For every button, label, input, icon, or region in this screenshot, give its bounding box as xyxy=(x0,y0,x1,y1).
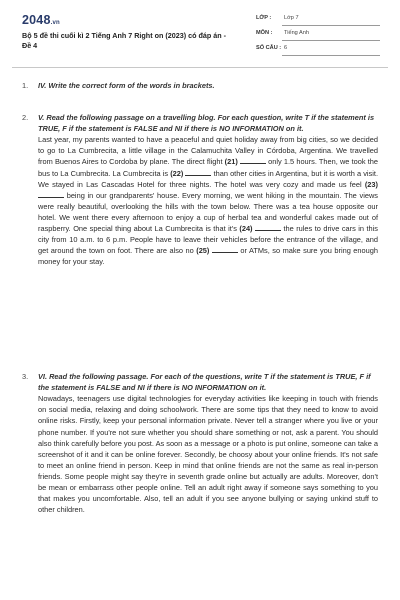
question-number: 3. xyxy=(22,372,29,381)
reading-passage: Nowadays, teenagers use digital technologies for everyday activities like keeping in touch with friends on social media, relaxing and doing schoolwork. There are some tips that they need to know to avoid online risks. Firstly, keep your personal information private. Never tell a stranger where you live or your phone number. If you're not sure whether you should share something or not, ask a parent. You should also think carefully before you post. As soon as a message or a photo is put online, someone can take a screenshot of it and it can be online forever. Secondly, be choosy about your online friends. It's not safe to meet an online friend in person. Keep in mind that online friends are not the same as real in-person friends. Some people might say they're in seventh grade online but actually are adults. Moreover, don't be mean or embarrass other people online. Tell an adult right away if someone says something to you that makes you uncomfortable. Also, tell an adult if you see anyone bullying or saying unkind stuff to other children. xyxy=(38,394,378,515)
meta-subject-value: Tiếng Anh xyxy=(284,30,309,36)
meta-underline xyxy=(282,55,380,56)
page-header xyxy=(0,0,400,64)
question-number: 2. xyxy=(22,113,29,122)
answer-blank[interactable] xyxy=(240,158,266,164)
blank-number: (24) xyxy=(239,224,253,234)
reading-passage: Last year, my parents wanted to have a peaceful and quiet holiday away from big cities, so we decided to go to La Cumbrecita, a little village in the Calamuchita Valley in Córdoba, Argentina. We travelled from Buenos Aires to Cordoba by plane. The direct flight (21) only 1.5 hours. Then, we took the bus to La Cumbrecita. La Cumbrecita is (22) than other cities in Argentina, but it is worth a visit. We stayed in Las Cascadas Hotel for three nights. The hotel was very cozy and made us feel (23) being in our grandparents' house. Every morning, we went hiking in the mountain. The views were really beautiful, overlooking the hills with the town below. There was a tea house opposite our hotel. We went there every afternoon to enjoy a cup of herbal tea and wonderful cakes made out of raspberry. One special thing about La Cumbrecita is that it's (24) the rules to drive cars in this city from 10 a.m. to 6 p.m. People have to leave their vehicles before the entrance of the village, and get around the town on foot. There are also no (25) or ATMs, so make sure you bring enough money for your stay. xyxy=(38,135,378,267)
answer-blank[interactable] xyxy=(212,247,238,253)
question-instruction: VI. Read the following passage. For each of the questions, write T if the statement is TRUE, F if the statement is FALSE and NI if there is NO INFORMATION on it. xyxy=(38,372,371,393)
question-1 xyxy=(22,80,378,91)
meta-class-value: Lớp 7 xyxy=(284,15,299,21)
blank-number: (25) xyxy=(196,246,210,256)
question-instruction: IV. Write the correct form of the words in brackets. xyxy=(38,81,215,90)
meta-count-value: 6 xyxy=(284,45,288,51)
question-3 xyxy=(22,371,378,515)
question-instruction: V. Read the following passage on a travelling blog. For each question, write T if the statement is TRUE, F if the statement is FALSE and NI if there is NO INFORMATION on it. xyxy=(38,113,375,134)
meta-class-label: LỚP : xyxy=(256,15,272,21)
answer-blank[interactable] xyxy=(255,225,281,231)
header-divider xyxy=(12,67,388,68)
blank-number: (21) xyxy=(224,157,238,167)
blank-number: (22) xyxy=(170,168,184,178)
meta-count-label: SỐ CÂU : xyxy=(256,45,282,51)
site-logo[interactable]: 2048.vn xyxy=(22,13,60,27)
meta-subject-label: MÔN : xyxy=(256,30,273,36)
answer-blank[interactable] xyxy=(185,170,211,176)
answer-blank[interactable] xyxy=(38,192,64,198)
question-2 xyxy=(22,112,378,268)
question-number: 1. xyxy=(22,81,29,90)
document-title: Bộ 5 đề thi cuối kì 2 Tiếng Anh 7 Right on (2023) có đáp án - Đề 4 xyxy=(22,31,227,50)
blank-number: (23) xyxy=(364,179,378,189)
meta-underline xyxy=(282,25,380,26)
meta-underline xyxy=(282,40,380,41)
